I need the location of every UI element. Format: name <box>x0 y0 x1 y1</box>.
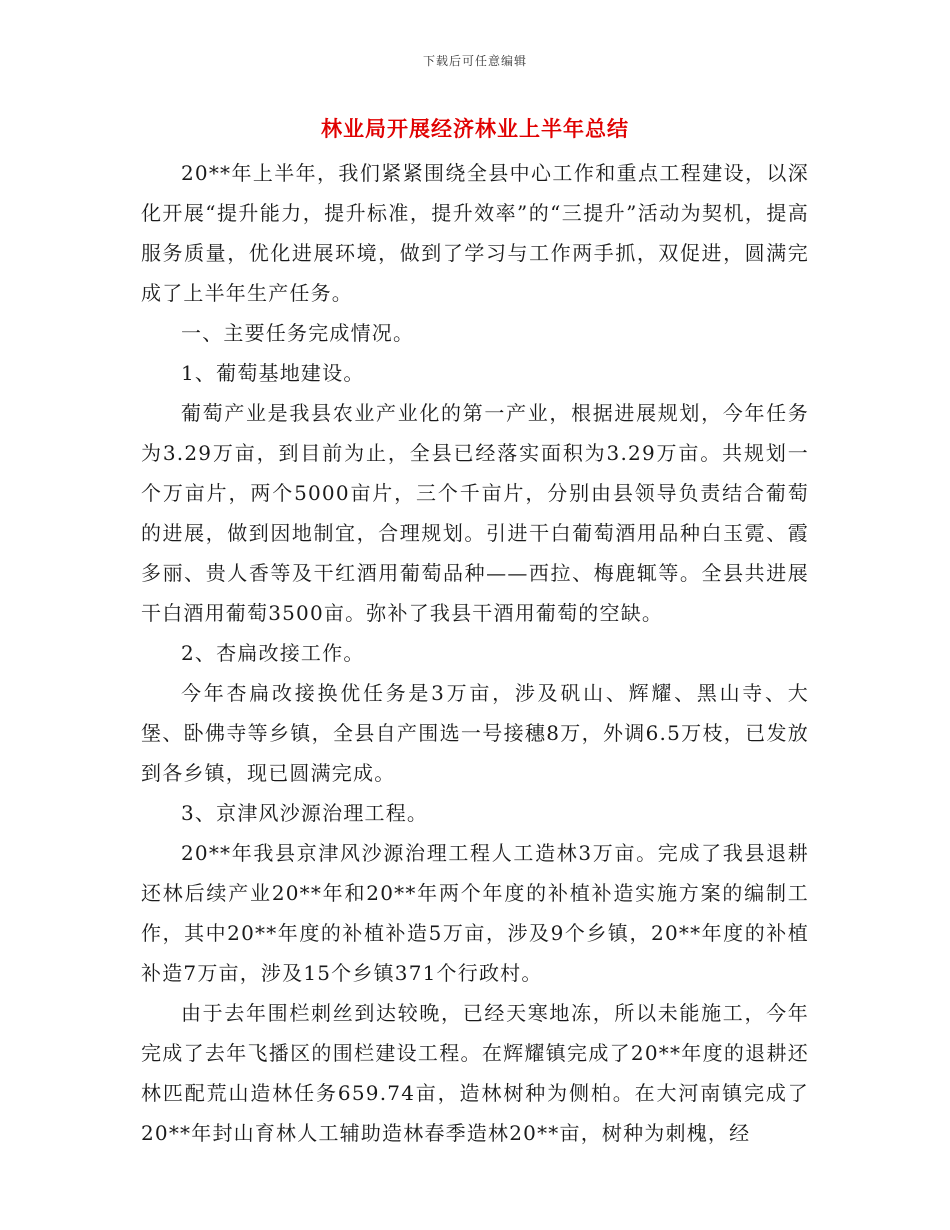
document-title: 林业局开展经济林业上半年总结 <box>321 116 629 141</box>
subheading-grape-base: 1、葡萄基地建设。 <box>181 361 365 385</box>
paragraph-intro: 20**年上半年，我们紧紧围绕全县中心工作和重点工程建设，以深化开展“提升能力，提升标准，提升效率”的“三提升”活动为契机，提高服务质量，优化进展环境，做到了学习与工作两手抓，双促进，圆满完成了上半年生产任务。 <box>141 161 809 305</box>
subheading-apricot-grafting: 2、杏扁改接工作。 <box>181 641 365 665</box>
subheading-sandstorm-control: 3、京津风沙源治理工程。 <box>181 801 429 825</box>
page-header: 下载后可任意编辑 <box>422 54 527 68</box>
document-body <box>141 153 809 1153</box>
paragraph-fence-construction: 由于去年围栏刺丝到达较晚，已经天寒地冻，所以未能施工，今年完成了去年飞播区的围栏建设工程。在辉耀镇完成了20**年度的退耕还林匹配荒山造林任务659.74亩，造林树种为侧柏。在大河南镇完成了20**年封山育林人工辅助造林春季造林20**亩，树种为刺槐，经 <box>141 1001 809 1145</box>
paragraph-apricot-grafting: 今年杏扁改接换优任务是3万亩，涉及矾山、辉耀、黑山寺、大堡、卧佛寺等乡镇，全县自产围选一号接穗8万，外调6.5万枝，已发放到各乡镇，现已圆满完成。 <box>141 681 809 785</box>
paragraph-sandstorm-control: 20**年我县京津风沙源治理工程人工造林3万亩。完成了我县退耕还林后续产业20**年和20**年两个年度的补植补造实施方案的编制工作，其中20**年度的补植补造5万亩，涉及9个乡镇，20**年度的补植补造7万亩，涉及15个乡镇371个行政村。 <box>141 841 809 985</box>
section-heading-main-tasks: 一、主要任务完成情况。 <box>181 321 415 345</box>
paragraph-grape-base: 葡萄产业是我县农业产业化的第一产业，根据进展规划，今年任务为3.29万亩，到目前为止，全县已经落实面积为3.29万亩。共规划一个万亩片，两个5000亩片，三个千亩片，分别由县领导负责结合葡萄的进展，做到因地制宜，合理规划。引进干白葡萄酒用品种白玉霓、霞多丽、贵人香等及干红酒用葡萄品种——西拉、梅鹿辄等。全县共进展干白酒用葡萄3500亩。弥补了我县干酒用葡萄的空缺。 <box>141 401 809 625</box>
